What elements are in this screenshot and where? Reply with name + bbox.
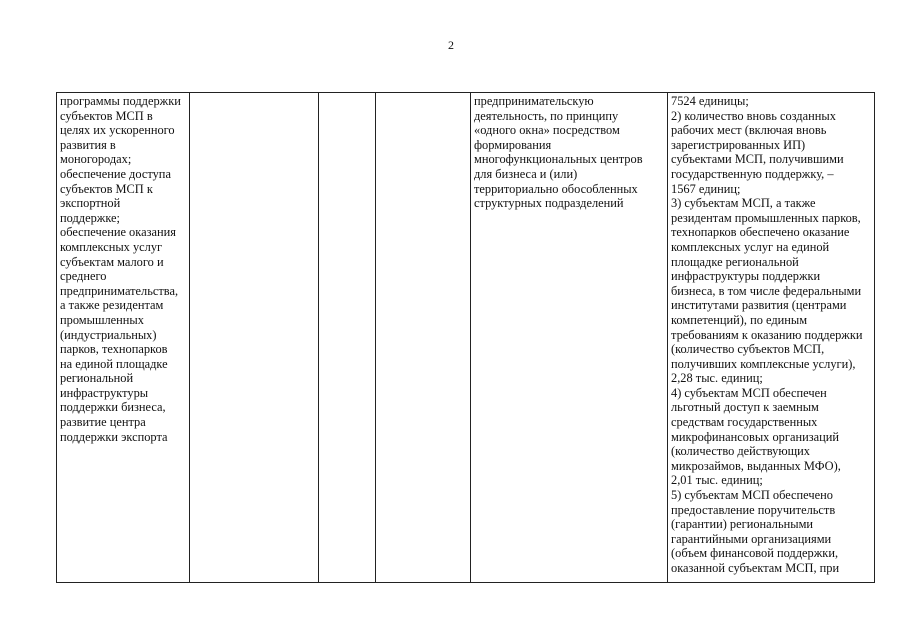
cell-text-block: [671, 94, 871, 576]
text-line: государственную поддержку, –: [671, 166, 834, 181]
text-line: на единой площадке: [60, 356, 168, 371]
text-line: гарантийными организациями: [671, 531, 832, 546]
text-line: экспортной: [60, 196, 121, 211]
text-line: институтами развития (центрами: [671, 298, 847, 313]
text-line: микрозаймов, выданных МФО),: [671, 458, 841, 473]
table-cell-empty: [319, 93, 376, 583]
text-line: 4) субъектам МСП обеспечен: [671, 385, 827, 400]
text-line: многофункциональных центров: [474, 152, 643, 167]
text-line: оказанной субъектам МСП, при: [671, 561, 840, 575]
text-line: обеспечение оказания: [60, 225, 176, 240]
text-line: «одного окна» посредством: [474, 123, 620, 138]
table-cell-one-window-principle: [471, 93, 668, 583]
text-line: (гарантии) региональными: [671, 517, 814, 532]
text-line: предпринимательскую: [474, 94, 594, 108]
table-row: [57, 93, 875, 583]
table-cell-empty: [190, 93, 319, 583]
table-cell-results-indicators: [668, 93, 875, 583]
text-line: субъектами МСП, получившими: [671, 152, 844, 167]
text-line: требованиям к оказанию поддержки: [671, 327, 863, 342]
text-line: инфраструктуры: [60, 385, 149, 400]
text-line: 5) субъектам МСП обеспечено: [671, 488, 833, 503]
cell-text-block: [474, 94, 664, 211]
text-line: среднего: [60, 269, 107, 284]
text-line: формирования: [474, 137, 552, 152]
text-line: субъектов МСП к: [60, 181, 153, 196]
text-line: бизнеса, в том числе федеральными: [671, 283, 862, 298]
document-table: [56, 92, 875, 583]
text-line: инфраструктуры поддержки: [671, 269, 821, 284]
text-line: 2) количество вновь созданных: [671, 108, 836, 123]
text-line: развития в: [60, 137, 116, 152]
text-line: компетенций), по единым: [671, 312, 808, 327]
text-line: структурных подразделений: [474, 196, 624, 211]
text-line: предоставление поручительств: [671, 502, 836, 517]
text-line: (объем финансовой поддержки,: [671, 546, 839, 561]
text-line: технопарков обеспечено оказание: [671, 225, 850, 240]
text-line: обеспечение доступа: [60, 166, 171, 181]
text-line: парков, технопарков: [60, 342, 168, 357]
text-line: резидентам промышленных парков,: [671, 210, 861, 225]
cell-text-block: [60, 94, 186, 444]
text-line: поддержке;: [60, 210, 120, 225]
text-line: 2,01 тыс. единиц;: [671, 473, 763, 488]
text-line: рабочих мест (включая вновь: [671, 123, 827, 138]
page-number: 2: [448, 38, 454, 52]
text-line: площадке региональной: [671, 254, 799, 269]
text-line: поддержки бизнеса,: [60, 400, 166, 415]
text-line: 2,28 тыс. единиц;: [671, 371, 763, 386]
text-line: предпринимательства,: [60, 283, 179, 298]
text-line: комплексных услуг на единой: [671, 239, 830, 254]
text-line: льготный доступ к заемным: [671, 400, 819, 415]
text-line: развитие центра: [60, 415, 146, 430]
text-line: 1567 единиц;: [671, 181, 741, 196]
text-line: субъектам малого и: [60, 254, 164, 269]
text-line: промышленных: [60, 312, 144, 327]
table-cell-program-description: [57, 93, 190, 583]
text-line: средствам государственных: [671, 415, 818, 430]
table-cell-empty: [376, 93, 471, 583]
text-line: зарегистрированных ИП): [671, 137, 806, 152]
text-line: получивших комплексные услуги),: [671, 356, 856, 371]
text-line: (индустриальных): [60, 327, 157, 342]
text-line: субъектов МСП в: [60, 108, 153, 123]
text-line: комплексных услуг: [60, 239, 163, 254]
text-line: микрофинансовых организаций: [671, 429, 839, 444]
text-line: моногородах;: [60, 152, 132, 167]
text-line: региональной: [60, 371, 134, 386]
text-line: а также резидентам: [60, 298, 164, 313]
text-line: территориально обособленных: [474, 181, 638, 196]
text-line: 7524 единицы;: [671, 94, 749, 108]
text-line: 3) субъектам МСП, а также: [671, 196, 816, 211]
text-line: программы поддержки: [60, 94, 181, 108]
text-line: целях их ускоренного: [60, 123, 175, 138]
text-line: деятельность, по принципу: [474, 108, 619, 123]
text-line: поддержки экспорта: [60, 429, 168, 444]
text-line: для бизнеса и (или): [474, 166, 578, 181]
text-line: (количество действующих: [671, 444, 810, 459]
text-line: (количество субъектов МСП,: [671, 342, 825, 357]
